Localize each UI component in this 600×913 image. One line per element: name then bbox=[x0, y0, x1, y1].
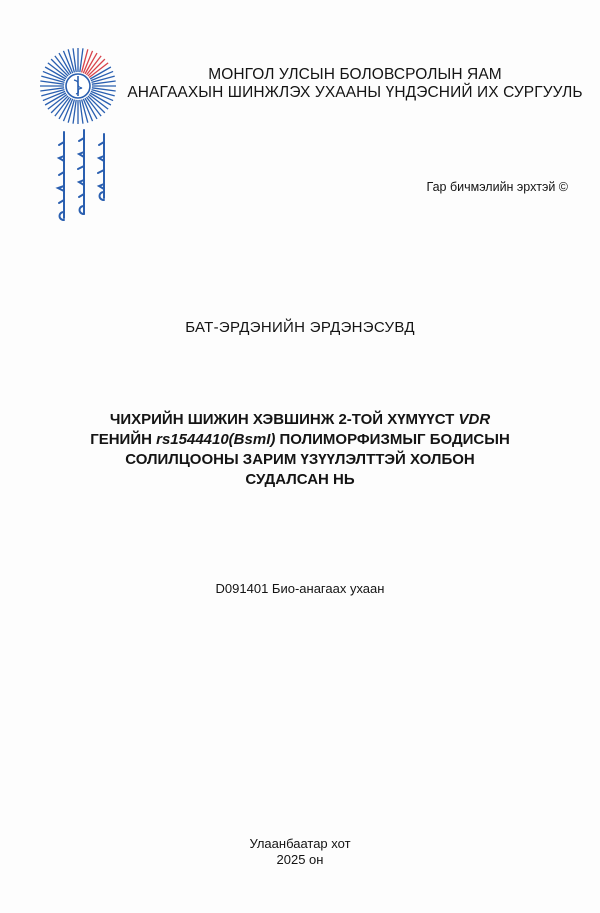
copyright-notice: Гар бичмэлийн эрхтэй © bbox=[426, 180, 568, 194]
place-and-year bbox=[0, 836, 600, 868]
university-logo bbox=[38, 46, 118, 126]
mongolian-script-emblem bbox=[52, 128, 122, 228]
title-line-2 bbox=[30, 430, 570, 450]
specialty-code: D091401 Био-анагаах ухаан bbox=[215, 581, 385, 596]
title-line-1 bbox=[30, 410, 570, 430]
dissertation-title bbox=[30, 410, 570, 490]
ministry-header bbox=[120, 66, 590, 102]
title-line-4: СУДАЛСАН НЬ bbox=[245, 471, 355, 488]
city: Улаанбаатар хот bbox=[249, 836, 351, 851]
title-l1-gene: VDR bbox=[458, 411, 491, 428]
author-name: БАТ-ЭРДЭНИЙН ЭРДЭНЭСУВД bbox=[185, 319, 415, 336]
year: 2025 он bbox=[276, 852, 324, 867]
ministry-line-1: МОНГОЛ УЛСЫН БОЛОВСРОЛЫН ЯАМ bbox=[208, 66, 502, 83]
title-line-3: СОЛИЛЦООНЫ ЗАРИМ ҮЗҮҮЛЭЛТТЭЙ ХОЛБОН bbox=[125, 451, 475, 468]
title-l2-snp: rs1544410(BsmI) bbox=[156, 431, 276, 448]
title-l2-text-a: ГЕНИЙН bbox=[90, 431, 157, 448]
title-l1-text: ЧИХРИЙН ШИЖИН ХЭВШИНЖ 2-ТОЙ ХҮМҮҮСТ bbox=[109, 411, 459, 428]
title-l2-text-c: ПОЛИМОРФИЗМЫГ БОДИСЫН bbox=[275, 431, 510, 448]
ministry-line-2: АНАГААХЫН ШИНЖЛЭХ УХААНЫ ҮНДЭСНИЙ ИХ СУРГУУЛЬ bbox=[127, 84, 583, 101]
